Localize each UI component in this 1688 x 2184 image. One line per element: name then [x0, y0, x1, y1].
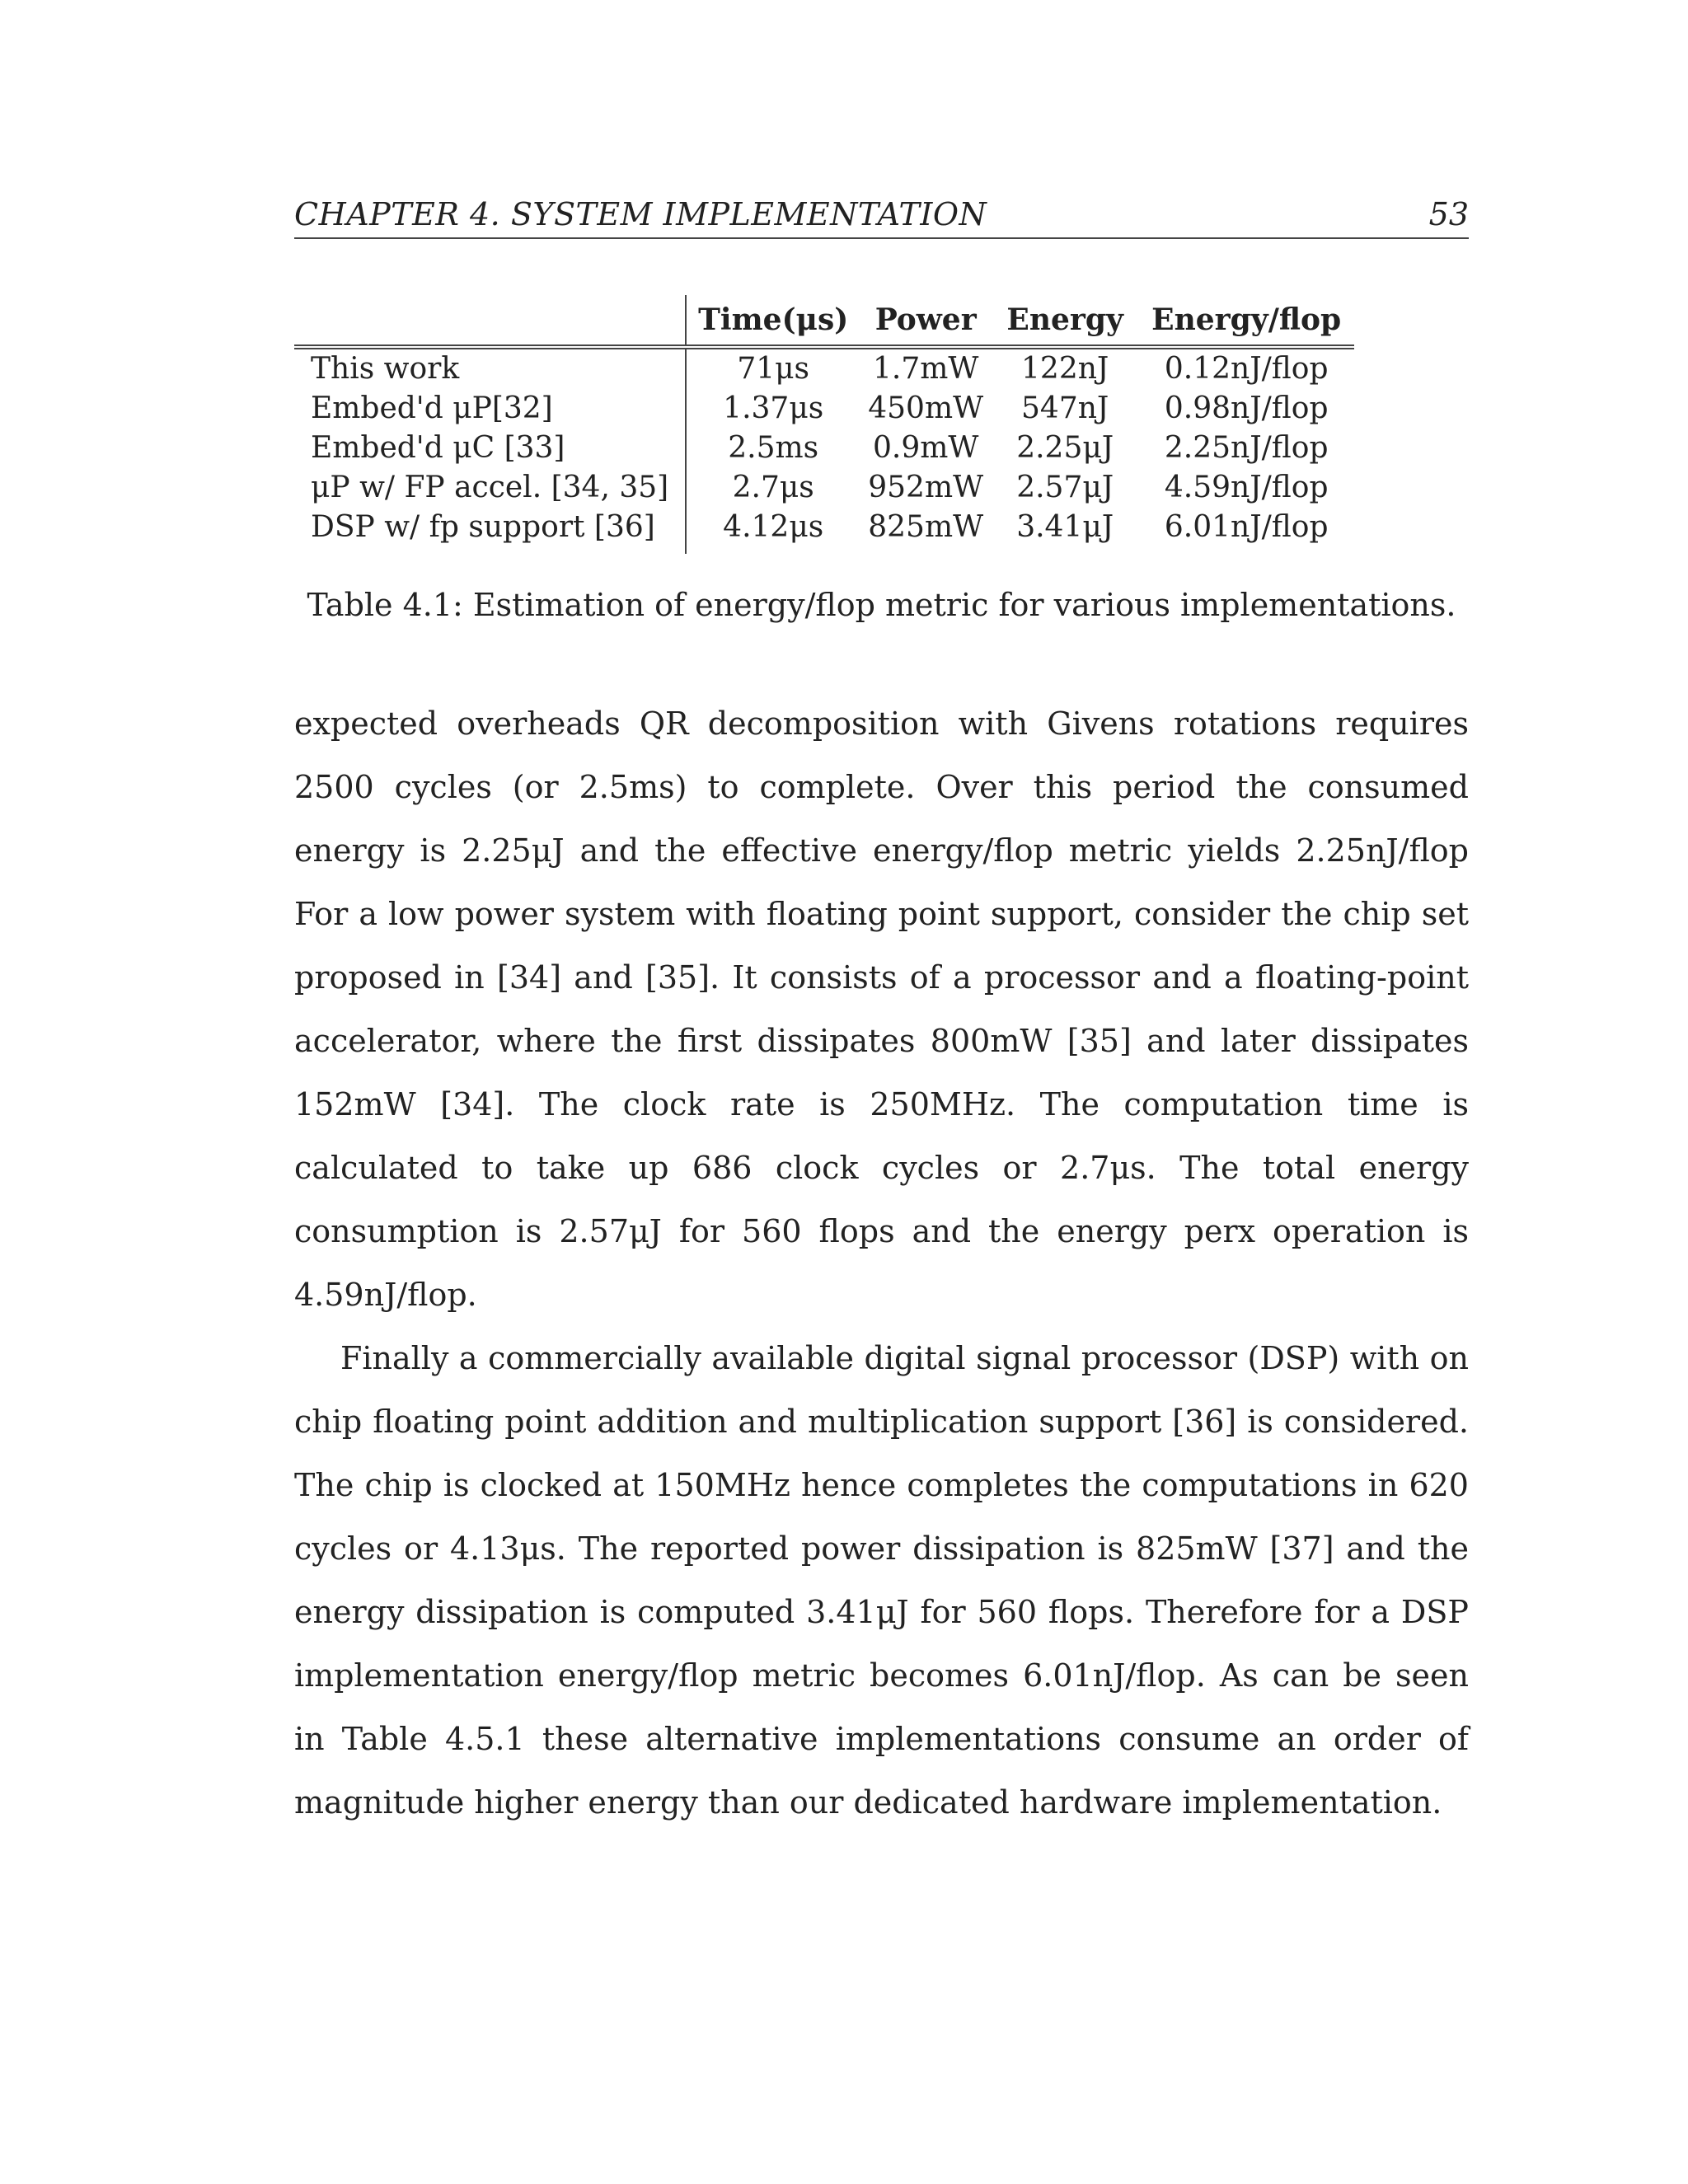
table-cell: 3.41μJ: [1016, 510, 1114, 544]
running-header: [294, 191, 1469, 239]
energy-comparison-table: [294, 295, 1354, 554]
table-cell: 6.01nJ/flop: [1164, 510, 1329, 544]
table-cell: 2.25nJ/flop: [1164, 431, 1329, 465]
table-cell: 2.57μJ: [1016, 471, 1114, 504]
table-header-row: [294, 295, 1354, 347]
table-row: [294, 429, 1354, 468]
table-cell: DSP w/ fp support [36]: [294, 508, 686, 554]
table-header-cell: Power: [860, 295, 992, 347]
table-cell: 1.7mW: [872, 352, 979, 386]
table-row: [294, 468, 1354, 508]
table-cell: 71μs: [737, 352, 810, 386]
page-number: 53: [1428, 196, 1469, 232]
table-cell: 952mW: [868, 471, 984, 504]
table-cell: Embed'd μC [33]: [294, 429, 686, 468]
table-cell: 450mW: [868, 391, 984, 425]
paragraph: Finally a commercially available digital signal processor (DSP) with on chip floating point addition and multiplication support [36] is considered. The chip is clocked at 150MHz hence completes the computations in 620 cycles or 4.13μs. The reported power dissipation is 825mW [37] and the energy dissipation is computed 3.41μJ for 560 flops. Therefore for a DSP implementation energy/flop metric becomes 6.01nJ/flop. As can be seen in Table 4.5.1 these alternative implementations consume an order of magnitude higher energy than our dedicated hardware implementation.: [294, 1340, 1469, 1821]
table-row: [294, 389, 1354, 429]
table-cell: 2.5ms: [728, 431, 819, 465]
table-header-cell: Energy/flop: [1138, 295, 1354, 347]
table-cell: 2.25μJ: [1016, 431, 1114, 465]
table-header-cell: Time(μs): [686, 295, 860, 347]
table-cell: 825mW: [868, 510, 984, 544]
table-header-cell: Energy: [992, 295, 1138, 347]
chapter-title: CHAPTER 4. SYSTEM IMPLEMENTATION: [294, 196, 987, 232]
table-row: [294, 508, 1354, 554]
paragraph: expected overheads QR decomposition with Givens rotations requires 2500 cycles (or 2.5ms) to complete. Over this period the consumed energy is 2.25μJ and the effective energy/flop metric yields 2.25nJ/flop For a low power system with floating point support, consider the chip set proposed in [34] and [35]. It consists of a processor and a floating-point accelerator, where the first dissipates 800mW [35] and later dissipates 152mW [34]. The clock rate is 250MHz. The computation time is calculated to take up 686 clock cycles or 2.7μs. The total energy consumption is 2.57μJ for 560 flops and the energy perx operation is 4.59nJ/flop.: [294, 705, 1469, 1313]
table-cell: 2.7μs: [732, 471, 814, 504]
table-cell: 547nJ: [1021, 391, 1109, 425]
table-cell: Embed'd μP[32]: [294, 389, 686, 429]
table-cell: 4.59nJ/flop: [1164, 471, 1329, 504]
table-caption: Table 4.1: Estimation of energy/flop metric for various implementations.: [307, 587, 1456, 623]
table-header-cell: [294, 295, 686, 347]
table-cell: 0.9mW: [872, 431, 979, 465]
table-cell: 1.37μs: [723, 391, 824, 425]
table-cell: 4.12μs: [723, 510, 824, 544]
table-cell: This work: [294, 347, 686, 389]
table-cell: μP w/ FP accel. [34, 35]: [294, 468, 686, 508]
table-cell: 0.98nJ/flop: [1164, 391, 1329, 425]
table-cell: 122nJ: [1021, 352, 1109, 386]
table-row: [294, 347, 1354, 389]
body-text: [294, 692, 1469, 1835]
table-cell: 0.12nJ/flop: [1164, 352, 1329, 386]
